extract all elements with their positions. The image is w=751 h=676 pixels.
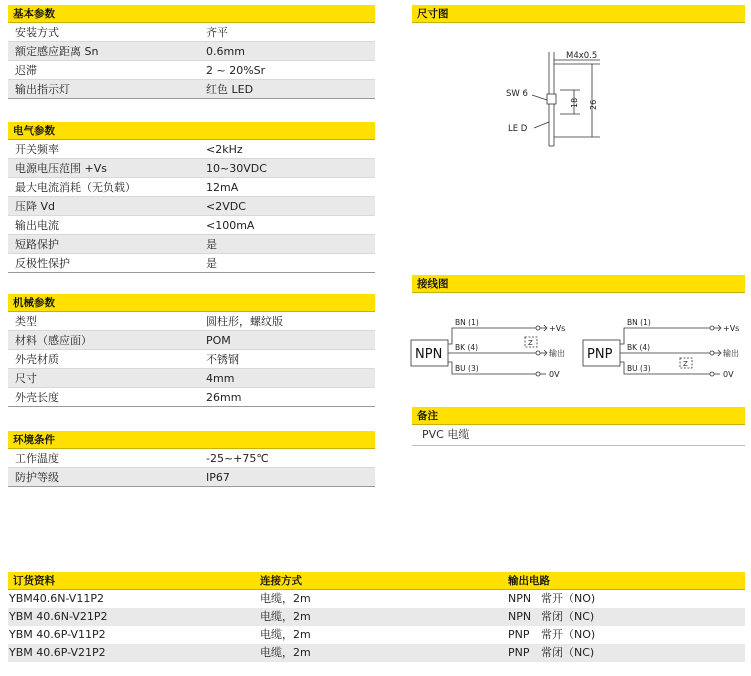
param-value: 是: [206, 238, 217, 251]
order-output-mode: 常闭（NC): [541, 610, 595, 623]
dim-26-label: 26: [589, 99, 598, 110]
order-output-type: PNP: [508, 628, 530, 641]
notes-header: 备注: [412, 407, 745, 425]
wiring-section: [412, 275, 745, 293]
thread-label: M4x0.5: [566, 51, 598, 61]
param-key: 尺寸: [15, 372, 37, 385]
electrical-params-header: 电气参数: [8, 122, 375, 140]
param-key: 压降 Vd: [15, 200, 56, 213]
param-value: IP67: [206, 471, 230, 484]
table-row: [8, 468, 375, 487]
param-value: POM: [206, 334, 231, 347]
param-value: 26mm: [206, 391, 242, 404]
notes-text: PVC 电缆: [412, 425, 745, 446]
npn-out-label: 输出: [549, 349, 565, 358]
order-model: YBM 40.6P-V21P2: [9, 646, 106, 659]
param-key: 材料（感应面）: [15, 334, 92, 347]
table-row: [8, 61, 375, 80]
pnp-out-label: 输出: [723, 349, 739, 358]
param-value: 10~30VDC: [206, 162, 267, 175]
table-row: [8, 312, 375, 331]
led-label: LE D: [508, 124, 528, 134]
param-key: 输出指示灯: [15, 83, 70, 96]
npn-vs-label: +Vs: [549, 324, 566, 333]
order-table: [8, 572, 745, 662]
order-col-connection: 连接方式: [260, 575, 302, 587]
npn-0v-label: 0V: [549, 370, 560, 379]
order-table-header: [8, 572, 745, 590]
param-value: <2kHz: [206, 143, 243, 156]
param-key: 反极性保护: [15, 257, 70, 270]
table-row: [8, 197, 375, 216]
order-connection: 电缆，2m: [260, 628, 311, 641]
dimension-section: [412, 5, 745, 23]
param-key: 类型: [15, 315, 37, 328]
table-row: [8, 159, 375, 178]
dimension-header: 尺寸图: [412, 5, 745, 23]
param-value: 0.6mm: [206, 45, 245, 58]
order-connection: 电缆，2m: [260, 592, 311, 605]
table-row: [8, 608, 745, 626]
table-row: [8, 331, 375, 350]
order-output-type: PNP: [508, 646, 530, 659]
pnp-wiring-diagram: [582, 312, 750, 382]
mechanical-params-header: 机械参数: [8, 294, 375, 312]
order-model: YBM 40.6P-V11P2: [9, 628, 106, 641]
pnp-bn-label: BN (1): [627, 318, 651, 327]
mechanical-params-section: [8, 294, 375, 407]
order-model: YBM40.6N-V11P2: [9, 592, 104, 605]
order-col-output: 输出电路: [508, 575, 550, 587]
order-output-mode: 常闭（NC): [541, 646, 595, 659]
table-row: [8, 626, 745, 644]
order-output-mode: 常开（NO): [541, 592, 596, 605]
pnp-0v-label: 0V: [723, 370, 734, 379]
param-value: -25~+75℃: [206, 452, 269, 465]
param-key: 外壳长度: [15, 391, 59, 404]
table-row: [8, 80, 375, 99]
environment-header: 环境条件: [8, 431, 375, 449]
order-output-type: NPN: [508, 610, 532, 623]
param-value: <100mA: [206, 219, 255, 232]
param-value: 4mm: [206, 372, 235, 385]
npn-wiring-diagram: [410, 312, 580, 382]
order-connection: 电缆，2m: [260, 610, 311, 623]
pnp-bu-label: BU (3): [627, 364, 651, 373]
pnp-load-label: Z: [683, 360, 688, 368]
pnp-label: PNP: [587, 347, 613, 362]
pnp-vs-label: +Vs: [723, 324, 740, 333]
param-value: 齐平: [206, 26, 228, 39]
param-value: 12mA: [206, 181, 239, 194]
table-row: [8, 644, 745, 662]
param-value: <2VDC: [206, 200, 246, 213]
wiring-header: 接线图: [412, 275, 745, 293]
basic-params-section: [8, 5, 375, 99]
param-key: 安装方式: [15, 26, 59, 39]
table-row: [8, 350, 375, 369]
npn-bn-label: BN (1): [455, 318, 479, 327]
pnp-bk-label: BK (4): [627, 343, 651, 352]
table-row: [8, 140, 375, 159]
dimension-drawing: [500, 50, 620, 150]
param-key: 防护等级: [15, 471, 59, 484]
table-row: [8, 590, 745, 608]
param-key: 最大电流消耗（无负载）: [15, 181, 136, 194]
npn-bu-label: BU (3): [455, 364, 479, 373]
table-row: [8, 216, 375, 235]
table-row: [8, 449, 375, 468]
npn-label: NPN: [415, 347, 443, 362]
table-row: [8, 23, 375, 42]
table-row: [8, 235, 375, 254]
electrical-params-section: [8, 122, 375, 273]
param-key: 开关频率: [15, 143, 59, 156]
dim-18-label: 18: [570, 97, 579, 108]
param-key: 短路保护: [15, 238, 59, 251]
order-connection: 电缆，2m: [260, 646, 311, 659]
param-key: 工作温度: [15, 452, 59, 465]
environment-section: [8, 431, 375, 487]
param-key: 迟滞: [15, 64, 37, 77]
param-value: 圆柱形，螺纹版: [206, 315, 283, 328]
param-key: 额定感应距离 Sn: [15, 45, 99, 58]
sw-label: SW 6: [506, 89, 528, 99]
order-model: YBM 40.6N-V21P2: [9, 610, 108, 623]
notes-section: [412, 407, 745, 446]
table-row: [8, 178, 375, 197]
npn-bk-label: BK (4): [455, 343, 479, 352]
param-value: 2 ~ 20%Sr: [206, 64, 266, 77]
param-value: 红色 LED: [206, 83, 254, 96]
order-col-model: 订货资料: [13, 575, 55, 587]
table-row: [8, 254, 375, 273]
param-key: 电源电压范围 +Vs: [15, 162, 107, 175]
table-row: [8, 369, 375, 388]
table-row: [8, 42, 375, 61]
param-value: 是: [206, 257, 217, 270]
param-key: 输出电流: [15, 219, 59, 232]
npn-load-label: Z: [528, 339, 533, 347]
param-key: 外壳材质: [15, 353, 59, 366]
param-value: 不锈钢: [206, 353, 239, 366]
basic-params-header: 基本参数: [8, 5, 375, 23]
table-row: [8, 388, 375, 407]
order-output-type: NPN: [508, 592, 532, 605]
order-output-mode: 常开（NO): [541, 628, 596, 641]
